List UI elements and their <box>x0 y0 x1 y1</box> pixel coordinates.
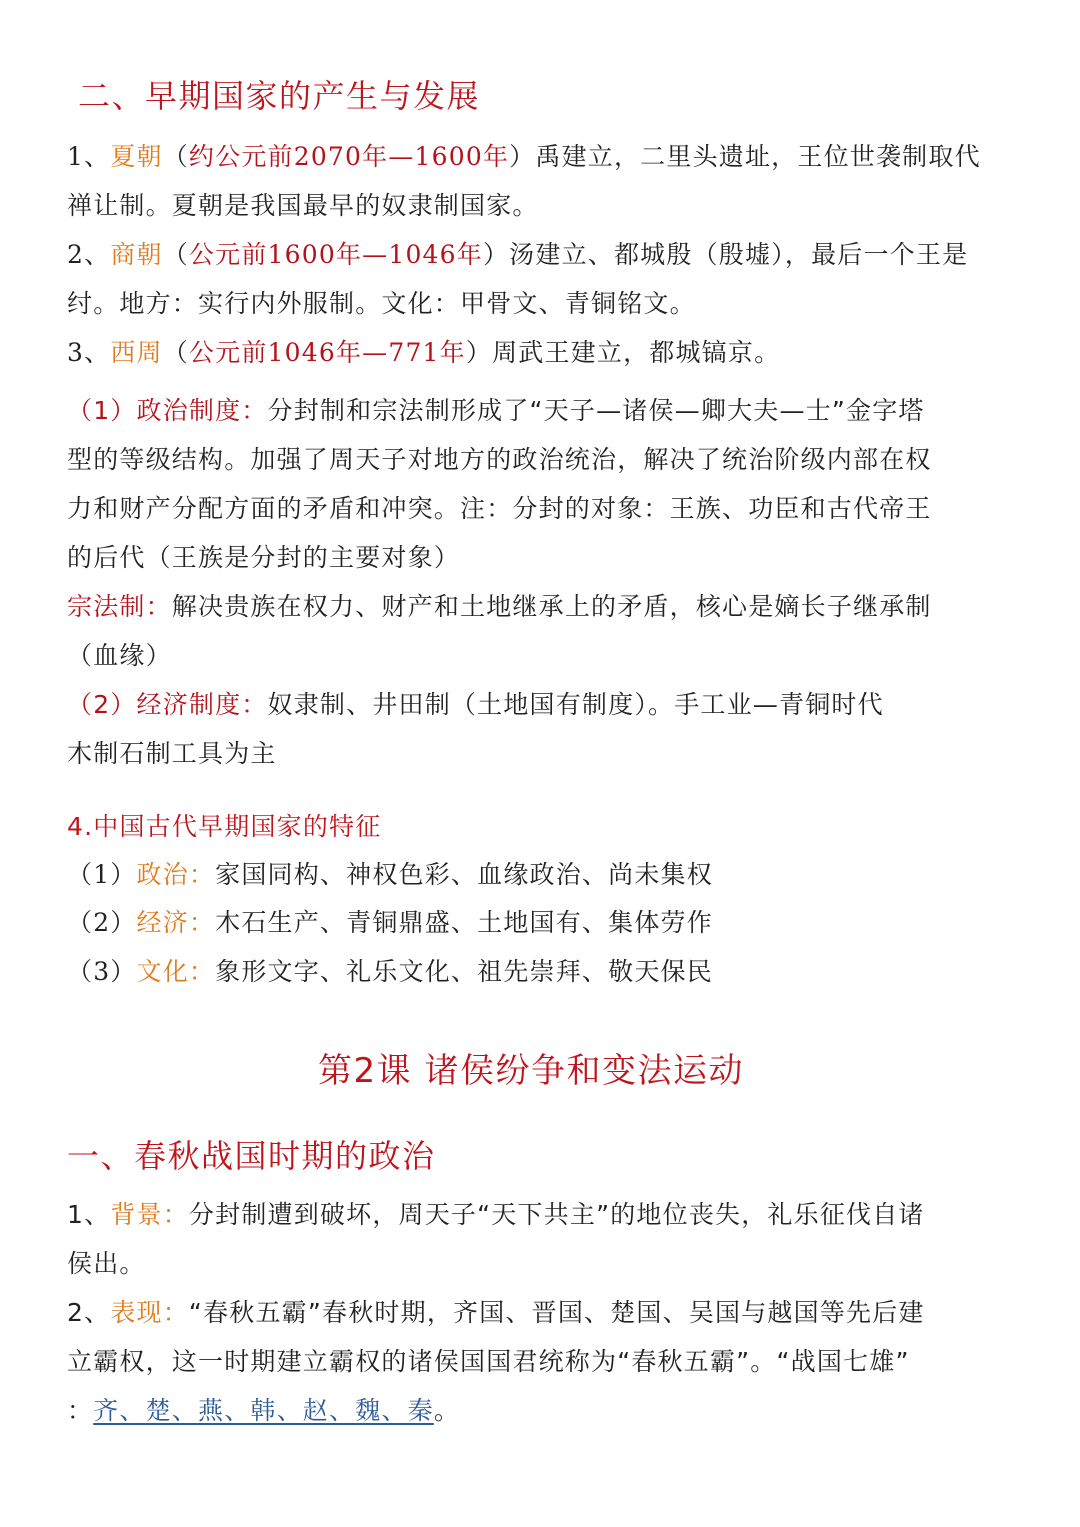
feature-number: （3） <box>67 957 137 986</box>
political-system-line-1 <box>67 394 925 428</box>
political-system-label: （1）政治制度： <box>67 396 268 425</box>
performance-label: 表现： <box>110 1298 189 1327</box>
paren-open: （ <box>162 240 189 269</box>
item-number: 1、 <box>67 142 111 171</box>
political-system-line-2: 型的等级结构。加强了周天子对地方的政治统治，解决了统治阶级内部在权 <box>67 445 932 474</box>
background-label: 背景： <box>110 1200 189 1229</box>
paren-open: （ <box>162 338 189 367</box>
performance-text: “春秋五霸”春秋时期，齐国、晋国、楚国、吴国与越国等先后建 <box>188 1298 925 1327</box>
feature-number: （2） <box>67 908 137 937</box>
political-system-text: 分封制和宗法制形成了“天子—诸侯—卿大夫—士”金字塔 <box>267 396 925 425</box>
zongfa-line-1 <box>67 590 932 624</box>
section-heading-early-states: 二、早期国家的产生与发展 <box>78 77 481 115</box>
feature-text: 象形文字、礼乐文化、祖先崇拜、敬天保民 <box>215 957 713 986</box>
feature-number: （1） <box>67 860 137 889</box>
feature-item-culture <box>67 955 713 989</box>
feature-text: 家国同构、神权色彩、血缘政治、尚未集权 <box>215 860 713 889</box>
xia-dynasty-line-1 <box>67 140 981 174</box>
feature-item-politics <box>67 858 713 892</box>
colon: ： <box>67 1396 94 1425</box>
shang-description: 汤建立、都城殷（殷墟），最后一个王是 <box>509 240 969 269</box>
features-heading: 4.中国古代早期国家的特征 <box>67 812 382 841</box>
dynasty-name-xizhou: 西周 <box>110 338 163 367</box>
period-shang: 公元前1600年—1046年 <box>188 240 483 269</box>
paren-close: ） <box>482 240 510 269</box>
dynasty-name-xia: 夏朝 <box>110 142 163 171</box>
xia-description: 禹建立，二里头遗址，王位世袭制取代 <box>535 142 981 171</box>
period-xizhou: 公元前1046年—771年 <box>188 338 466 367</box>
economic-system-text: 奴隶制、井田制（土地国有制度）。手工业—青铜时代 <box>267 690 884 719</box>
zongfa-line-2: （血缘） <box>67 641 172 670</box>
feature-text: 木石生产、青铜鼎盛、土地国有、集体劳作 <box>215 908 713 937</box>
background-line-1 <box>67 1198 925 1232</box>
shang-dynasty-line-2: 纣。地方：实行内外服制。文化：甲骨文、青铜铭文。 <box>67 289 696 318</box>
item-number: 3、 <box>67 338 111 367</box>
period-xia: 约公元前2070年—1600年 <box>188 142 510 171</box>
xizhou-dynasty-line <box>67 336 780 370</box>
economic-system-line-2: 木制石制工具为主 <box>67 739 277 768</box>
performance-line-2: 立霸权，这一时期建立霸权的诸侯国国君统称为“春秋五霸”。“战国七雄” <box>67 1347 910 1376</box>
paren-close: ） <box>465 338 493 367</box>
item-number: 2、 <box>67 1298 111 1327</box>
background-text: 分封制遭到破坏，周天子“天下共主”的地位丧失，礼乐征伐自诸 <box>188 1200 925 1229</box>
political-system-line-4: 的后代（王族是分封的主要对象） <box>67 543 461 572</box>
background-line-2: 侯出。 <box>67 1249 146 1278</box>
dynasty-name-shang: 商朝 <box>110 240 163 269</box>
performance-line-3 <box>67 1394 460 1428</box>
political-system-line-3: 力和财产分配方面的矛盾和冲突。注：分封的对象：王族、功臣和古代帝王 <box>67 494 932 523</box>
zongfa-label: 宗法制： <box>67 592 172 621</box>
xia-dynasty-line-2: 禅让制。夏朝是我国最早的奴隶制国家。 <box>67 191 539 220</box>
lesson-title: 第2课 诸侯纷争和变法运动 <box>318 1051 744 1091</box>
performance-line-1 <box>67 1296 925 1330</box>
feature-item-economy <box>67 906 713 940</box>
period-mark: 。 <box>433 1396 461 1425</box>
economic-system-line-1 <box>67 688 884 722</box>
seven-states-link[interactable]: 齐、楚、燕、韩、赵、魏、秦 <box>93 1396 434 1425</box>
feature-label: 文化： <box>136 957 216 986</box>
zongfa-text: 解决贵族在权力、财产和土地继承上的矛盾，核心是嫡长子继承制 <box>171 592 932 621</box>
shang-dynasty-line-1 <box>67 238 968 272</box>
paren-close: ） <box>509 142 536 171</box>
item-number: 1、 <box>67 1200 111 1229</box>
feature-label: 经济： <box>136 908 216 937</box>
feature-label: 政治： <box>136 860 216 889</box>
section-heading-spring-autumn: 一、春秋战国时期的政治 <box>67 1137 436 1175</box>
item-number: 2、 <box>67 240 111 269</box>
xizhou-description: 周武王建立，都城镐京。 <box>492 338 781 367</box>
paren-open: （ <box>162 142 189 171</box>
economic-system-label: （2）经济制度： <box>67 690 268 719</box>
